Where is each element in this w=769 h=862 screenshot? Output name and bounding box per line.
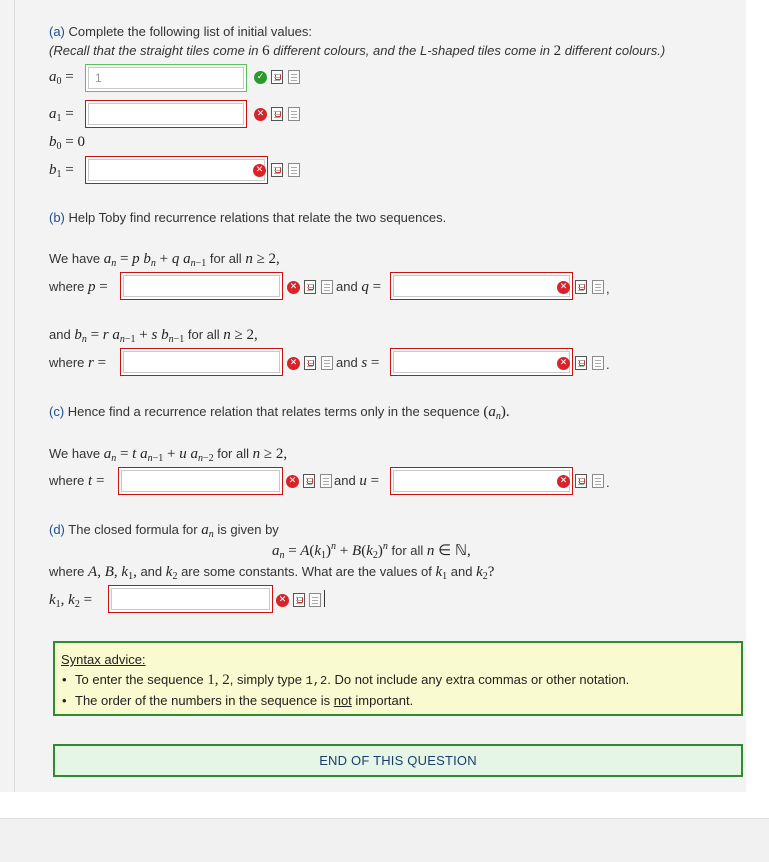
s-input[interactable]	[393, 351, 570, 373]
q-input-frame	[390, 272, 573, 300]
notes-icon[interactable]	[592, 356, 604, 370]
validate-icon[interactable]	[575, 474, 587, 488]
recurrence-c-line: We have $a_n = t$ $a_{n-1} + u$ $a_{n-2}$ for all n ≥ 2,	[49, 446, 288, 464]
part-d-heading: (d) The closed formula for $a_n$ is given by	[49, 522, 279, 540]
notes-icon[interactable]	[320, 474, 332, 488]
error-icon: ✕	[286, 475, 299, 488]
a0-input-frame	[85, 64, 247, 92]
error-icon: ✕	[253, 164, 266, 177]
validate-icon[interactable]	[575, 280, 587, 294]
error-icon: ✕	[287, 281, 300, 294]
notes-icon[interactable]	[288, 70, 300, 84]
validate-icon[interactable]	[303, 474, 315, 488]
notes-icon[interactable]	[592, 474, 604, 488]
u-input[interactable]	[393, 470, 570, 492]
a1-label: $a_1$ =	[49, 106, 74, 124]
error-icon: ✕	[287, 357, 300, 370]
period-text: .	[606, 475, 610, 490]
footer-strip	[0, 818, 769, 862]
syntax-advice-box	[53, 641, 743, 716]
correct-icon: ✓	[254, 71, 267, 84]
notes-icon[interactable]	[321, 356, 333, 370]
part-b-heading: (b) Help Toby find recurrence relations that relate the two sequences.	[49, 210, 447, 225]
where-t-label: where t =	[49, 473, 105, 489]
a1-input[interactable]	[88, 103, 244, 125]
validate-icon[interactable]	[293, 593, 305, 607]
recurrence-b-line: and $b_n = r$ $a_{n-1} + s$ $b_{n-1}$ for all n ≥ 2,	[49, 327, 258, 345]
notes-icon[interactable]	[288, 107, 300, 121]
u-input-frame	[390, 467, 573, 495]
validate-icon[interactable]	[575, 356, 587, 370]
k1k2-label: $k_1$, $k_2$ =	[49, 592, 93, 610]
end-of-question-box	[53, 744, 743, 777]
part-a-heading: (a) Complete the following list of initial values:	[49, 24, 313, 39]
and-s-label: and s =	[336, 355, 380, 371]
notes-icon[interactable]	[309, 593, 321, 607]
error-icon: ✕	[557, 475, 570, 488]
closed-formula: $a_n = A(k_1)^n + B(k_2)^n$ for all n ∈ ℕ,	[272, 541, 471, 561]
syntax-bullet-1: • To enter the sequence 1, 2, simply type 1,2. Do not include any extra commas or other notation.	[75, 672, 629, 689]
p-input-frame	[120, 272, 283, 300]
error-icon: ✕	[276, 594, 289, 607]
where-p-label: where p =	[49, 279, 108, 295]
constants-line: where A, B, $k_1$, and $k_2$ are some constants. What are the values of $k_1$ and $k_2$?	[49, 564, 495, 582]
a1-input-frame	[85, 100, 247, 128]
k-input[interactable]	[111, 588, 270, 610]
b1-input-frame	[85, 156, 268, 184]
syntax-bullet-2: • The order of the numbers in the sequence is not important.	[75, 693, 413, 708]
error-icon: ✕	[254, 108, 267, 121]
validate-icon[interactable]	[271, 70, 283, 84]
validate-icon[interactable]	[271, 107, 283, 121]
notes-icon[interactable]	[288, 163, 300, 177]
t-input-frame	[118, 467, 283, 495]
part-c-heading: (c) Hence find a recurrence relation that relates terms only in the sequence $(a_n)$.	[49, 404, 510, 422]
k-input-frame	[108, 585, 273, 613]
comma-text: ,	[606, 281, 610, 296]
error-icon: ✕	[557, 281, 570, 294]
r-input[interactable]	[123, 351, 280, 373]
notes-icon[interactable]	[592, 280, 604, 294]
p-input[interactable]	[123, 275, 280, 297]
s-input-frame	[390, 348, 573, 376]
recurrence-a-line: We have $a_n = p$ $b_n + q$ $a_{n-1}$ for all n ≥ 2,	[49, 251, 280, 269]
b0-label: $b_0 = 0$	[49, 134, 85, 152]
q-input[interactable]	[393, 275, 570, 297]
notes-icon[interactable]	[321, 280, 333, 294]
b1-label: $b_1$ =	[49, 162, 74, 180]
period-text: .	[606, 357, 610, 372]
a0-label: $a_0$ =	[49, 69, 74, 87]
r-input-frame	[120, 348, 283, 376]
error-icon: ✕	[557, 357, 570, 370]
b1-input[interactable]	[88, 159, 265, 181]
end-of-question-link[interactable]: END OF THIS QUESTION	[319, 753, 477, 768]
a0-input[interactable]	[88, 67, 244, 89]
validate-icon[interactable]	[304, 356, 316, 370]
where-r-label: where r =	[49, 355, 107, 371]
validate-icon[interactable]	[304, 280, 316, 294]
validate-icon[interactable]	[271, 163, 283, 177]
text-cursor	[324, 590, 325, 607]
left-rule	[14, 0, 15, 792]
syntax-title: Syntax advice:	[61, 652, 146, 667]
and-u-label: and u =	[334, 473, 380, 489]
t-input[interactable]	[121, 470, 280, 492]
and-q-label: and q =	[336, 279, 382, 295]
part-a-recall: (Recall that the straight tiles come in 6 different colours, and the L-shaped tiles come in 2 different colours.)	[49, 43, 666, 59]
